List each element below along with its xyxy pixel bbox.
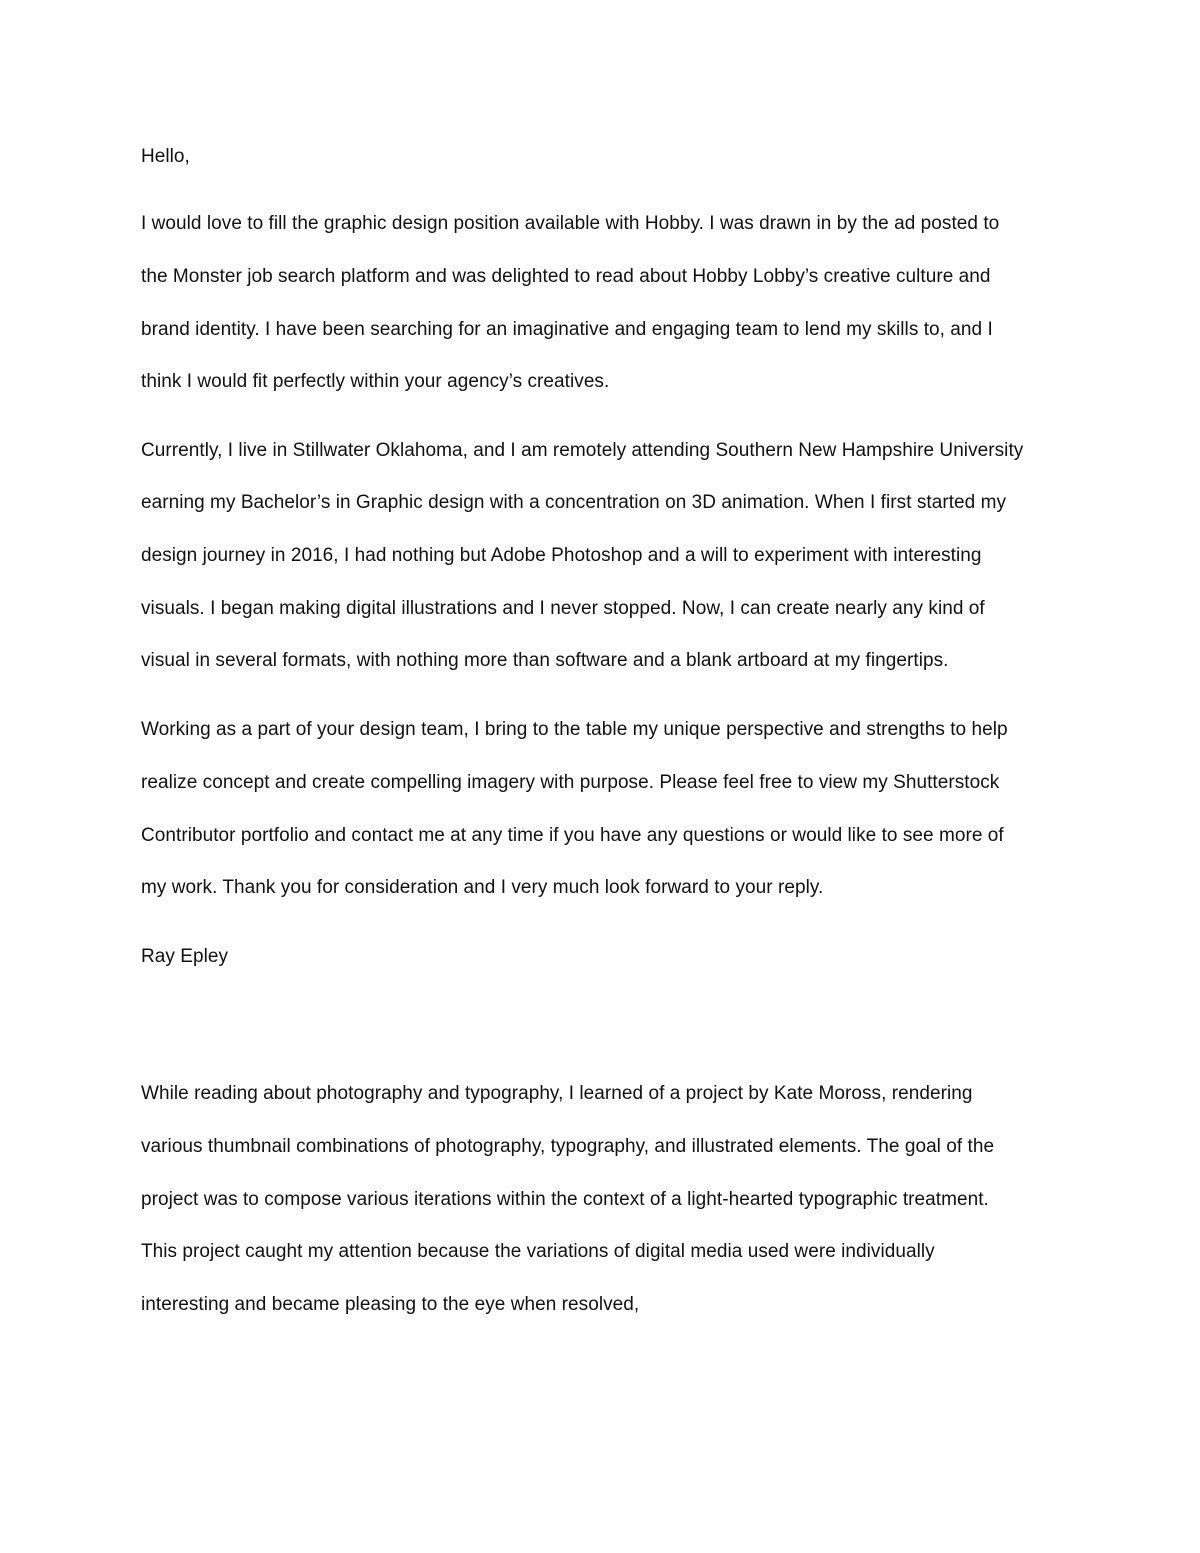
signature: Ray Epley — [141, 946, 229, 967]
paragraph-3-line-3: Contributor portfolio and contact me at any time if you have any questions or would like to see more of — [141, 825, 1004, 846]
reflection-line-4: This project caught my attention because the variations of digital media used were individually — [141, 1241, 935, 1262]
paragraph-3-line-1: Working as a part of your design team, I bring to the table my unique perspective and strengths to help — [141, 719, 1008, 740]
paragraph-2-line-5: visual in several formats, with nothing more than software and a blank artboard at my fingertips. — [141, 650, 949, 671]
reflection-line-5: interesting and became pleasing to the eye when resolved, — [141, 1294, 640, 1315]
paragraph-2-line-3: design journey in 2016, I had nothing but Adobe Photoshop and a will to experiment with interesting — [141, 545, 982, 566]
reflection-line-3: project was to compose various iterations within the context of a light-hearted typographic treatment. — [141, 1189, 989, 1210]
paragraph-3-line-2: realize concept and create compelling imagery with purpose. Please feel free to view my Shutterstock — [141, 772, 1000, 793]
paragraph-2-line-2: earning my Bachelor’s in Graphic design with a concentration on 3D animation. When I first started my — [141, 492, 1007, 513]
reflection-line-1: While reading about photography and typography, I learned of a project by Kate Moross, rendering — [141, 1083, 973, 1104]
paragraph-2-line-4: visuals. I began making digital illustrations and I never stopped. Now, I can create nearly any kind of — [141, 598, 985, 619]
paragraph-3-line-4: my work. Thank you for consideration and I very much look forward to your reply. — [141, 877, 824, 898]
reflection-line-2: various thumbnail combinations of photography, typography, and illustrated elements. The goal of the — [141, 1136, 995, 1157]
paragraph-1-line-2: the Monster job search platform and was delighted to read about Hobby Lobby’s creative culture and — [141, 266, 991, 287]
paragraph-2-line-1: Currently, I live in Stillwater Oklahoma, and I am remotely attending Southern New Hampshire University — [141, 440, 1024, 461]
paragraph-1-line-3: brand identity. I have been searching for an imaginative and engaging team to lend my skills to, and I — [141, 319, 993, 340]
greeting: Hello, — [141, 146, 190, 167]
paragraph-1-line-1: I would love to fill the graphic design position available with Hobby. I was drawn in by the ad posted to — [141, 213, 1000, 234]
paragraph-1-line-4: think I would fit perfectly within your agency’s creatives. — [141, 371, 610, 392]
